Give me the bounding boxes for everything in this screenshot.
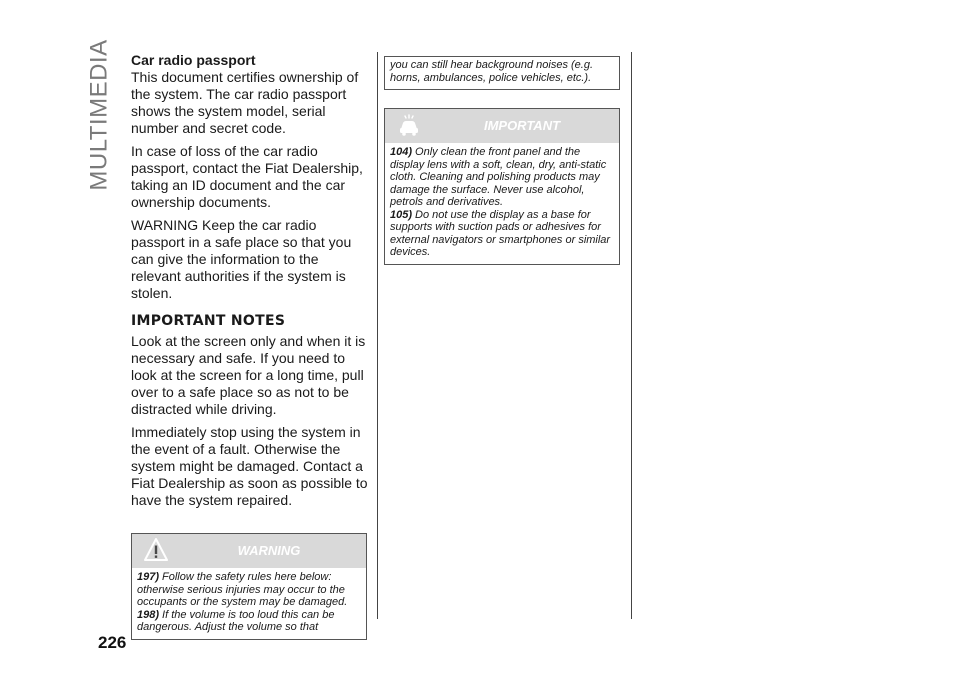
warning-continuation-box [384,56,620,90]
important-box-title: IMPORTANT [483,118,561,133]
column-divider-right [631,52,632,619]
item-number: 105) [390,208,413,221]
warning-box-title: WARNING [237,543,301,558]
page-number: 226 [98,633,127,652]
warning-box-body [132,568,366,639]
section-heading: IMPORTANT NOTES [131,313,286,329]
item-text: Do not use the display as a base for supports with suction pads or adhesives for external navigators or smartphones or similar devices. [390,208,611,258]
left-column [131,52,369,640]
warning-item [137,609,362,634]
paragraph: Immediately stop using the system in the event of a fault. Otherwise the system might be damaged. Contact a Fiat Dealership as soon as possible to have the system repaired. [131,424,368,508]
paragraph: Look at the screen only and when it is necessary and safe. If you need to look at the screen for a long time, pull over to a safe place so as not to be distracted while driving. [131,333,366,417]
important-box-header [385,109,619,143]
warning-continuation-text: you can still hear background noises (e.g. horns, ambulances, police vehicles, etc.). [390,59,594,84]
paragraph: This document certifies ownership of the system. The car radio passport shows the system model, serial number and secret code. [131,69,359,136]
item-text: Only clean the front panel and the display lens with a soft, clean, dry, anti-static cloth. Cleaning and polishing products may damage the surface. Never use alcohol, petrols and derivatives. [390,146,607,208]
item-number: 104) [390,146,413,158]
spacer [384,90,622,108]
item-text: Follow the safety rules here below: otherwise serious injuries may occur to the occupants or the system may be damaged. [137,571,348,608]
important-box [384,108,620,265]
item-number: 197) [137,571,160,583]
warning-item [137,571,362,609]
item-number: 198) [137,608,160,621]
warning-box-header [132,534,366,568]
important-item [390,209,615,259]
important-item [390,146,615,209]
item-text: If the volume is too loud this can be dangerous. Adjust the volume so that [137,608,335,633]
warning-triangle-icon [144,537,168,563]
column-divider-left [377,52,378,619]
paragraph: WARNING Keep the car radio passport in a safe place so that you can give the information to the relevant authorities if the system is stolen. [131,217,352,301]
car-care-icon [397,112,421,138]
paragraph: In case of loss of the car radio passport, contact the Fiat Dealership, taking an ID document and the car ownership documents. [131,143,363,210]
section-side-title: MULTIMEDIA [86,39,114,191]
right-column [384,52,622,265]
warning-box [131,533,367,640]
important-box-body [385,143,619,264]
sub-heading: Car radio passport [131,52,256,68]
